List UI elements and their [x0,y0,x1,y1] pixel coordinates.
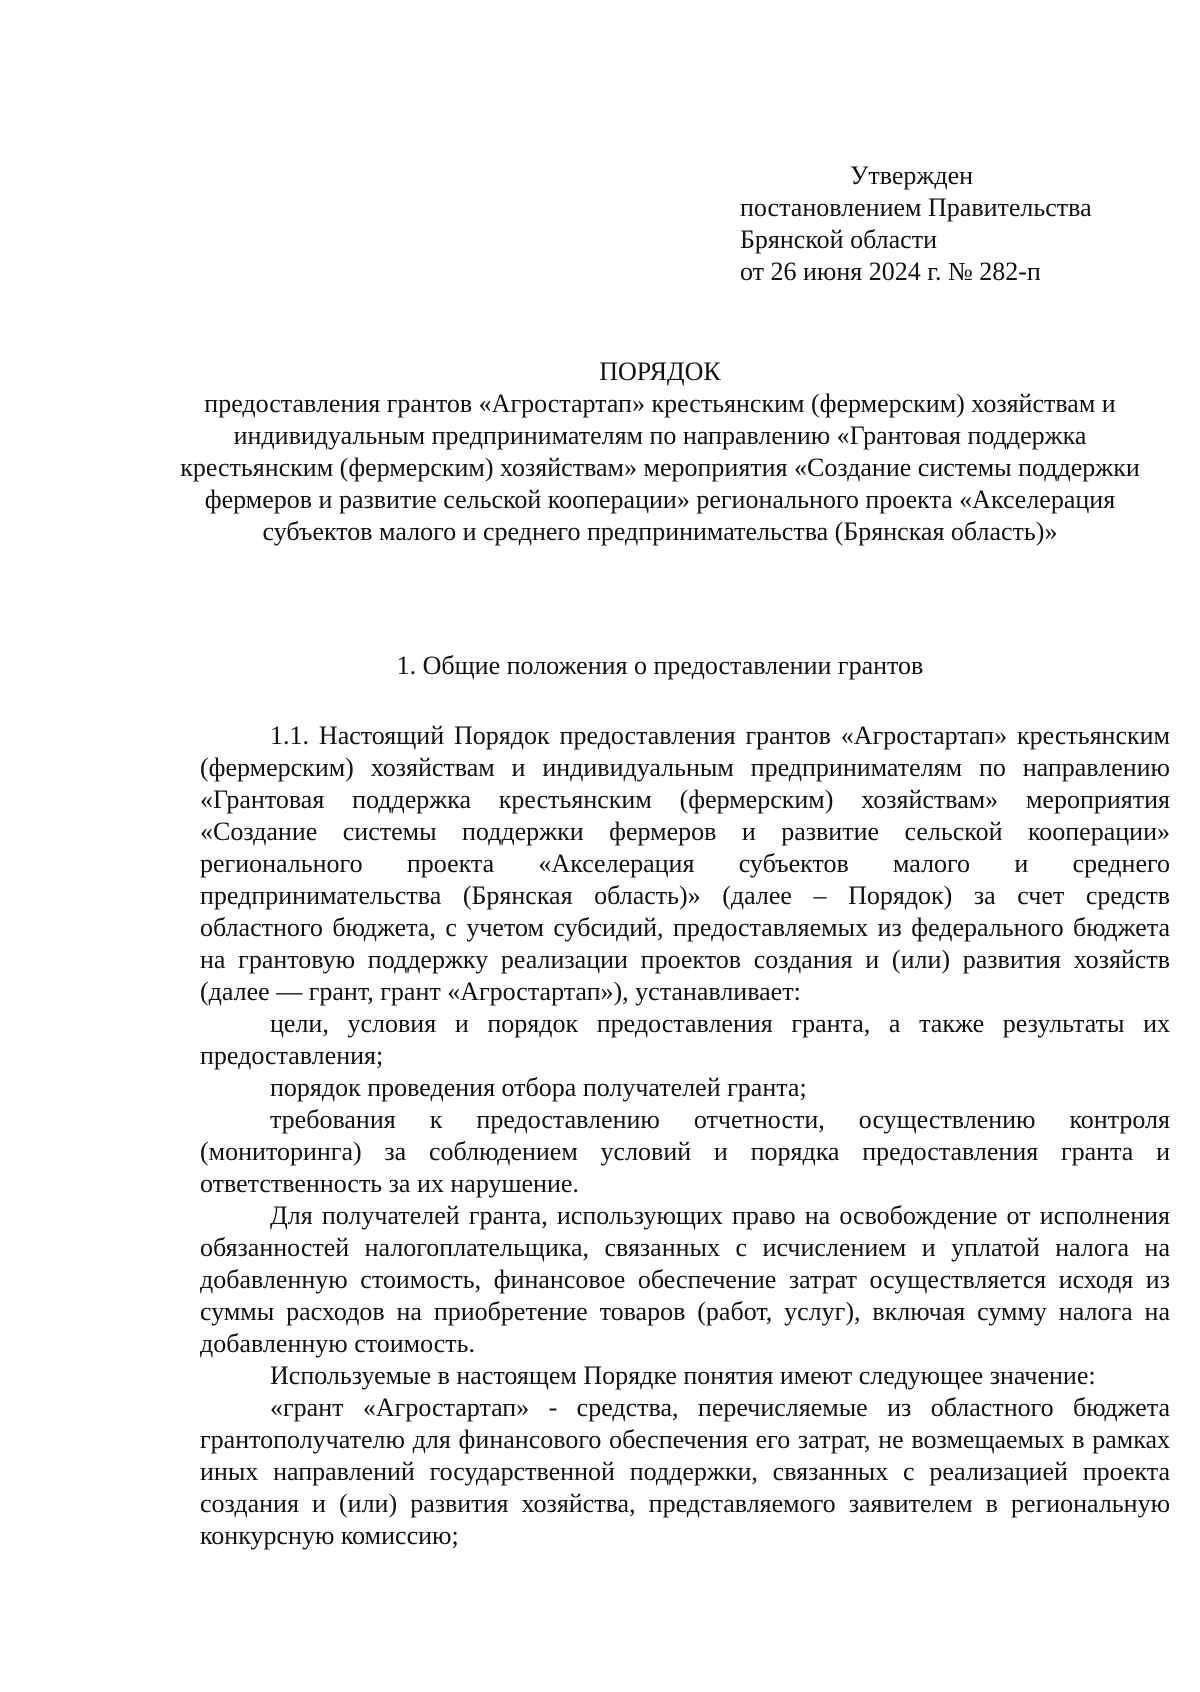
approval-line-date-number: от 26 июня 2024 г. № 282-п [740,257,1041,286]
paragraph: «грант «Агростартап» - средства, перечисляемые из областного бюджета грантополучателю для финансового обеспечения его затрат, не возмещаемых в рамках иных направлений государственной поддержки, связанных с реализацией проекта создания и (или) развития хозяйства, представляемого заявителем в региональную конкурсную комиссию; [200,1393,1170,1550]
section-body [200,720,1170,1552]
paragraph: Используемые в настоящем Порядке понятия имеют следующее значение: [270,1361,1096,1390]
paragraph: цели, условия и порядок предоставления гранта, а также результаты их предоставления; [200,1009,1170,1070]
approval-line-resolution: постановлением Правительства [740,193,1092,222]
paragraph: требования к предоставлению отчетности, осуществлению контроля (мониторинга) за соблюдением условий и порядка предоставления гранта и ответственность за их нарушение. [200,1105,1170,1198]
approval-line-approved: Утвержден [850,161,974,190]
paragraph: порядок проведения отбора получателей гранта; [270,1073,807,1102]
document-title-block [180,356,1140,548]
section-heading: 1. Общие положения о предоставлении грантов [396,651,924,680]
document-title: ПОРЯДОК [599,357,721,386]
paragraph: Для получателей гранта, использующих право на освобождение от исполнения обязанностей налогоплательщика, связанных с исчислением и уплатой налога на добавленную стоимость, финансовое обеспечение затрат осуществляется исходя из суммы расходов на приобретение товаров (работ, услуг), включая сумму налога на добавленную стоимость. [200,1201,1170,1358]
paragraph: 1.1. Настоящий Порядок предоставления грантов «Агростартап» крестьянским (фермерским) хозяйствам и индивидуальным предпринимателям по направлению «Грантовая поддержка крестьянским (фермерским) хозяйствам» мероприятия «Создание системы поддержки фермеров и развитие сельской кооперации» регионального проекта «Акселерация субъектов малого и среднего предпринимательства (Брянская область)» (далее – Порядок) за счет средств областного бюджета, с учетом субсидий, предоставляемых из федерального бюджета на грантовую поддержку реализации проектов создания и (или) развития хозяйств (далее — грант, грант «Агростартап»), устанавливает: [200,721,1170,1006]
approval-stamp-block [740,160,1092,288]
approval-line-region: Брянской области [740,225,937,254]
document-subtitle: предоставления грантов «Агростартап» крестьянским (фермерским) хозяйствам и индивидуальным предпринимателям по направлению «Грантовая поддержка крестьянским (фермерским) хозяйствам» мероприятия «Создание системы поддержки фермеров и развитие сельской кооперации» регионального проекта «Акселерация субъектов малого и среднего предпринимательства (Брянская область)» [180,389,1140,546]
